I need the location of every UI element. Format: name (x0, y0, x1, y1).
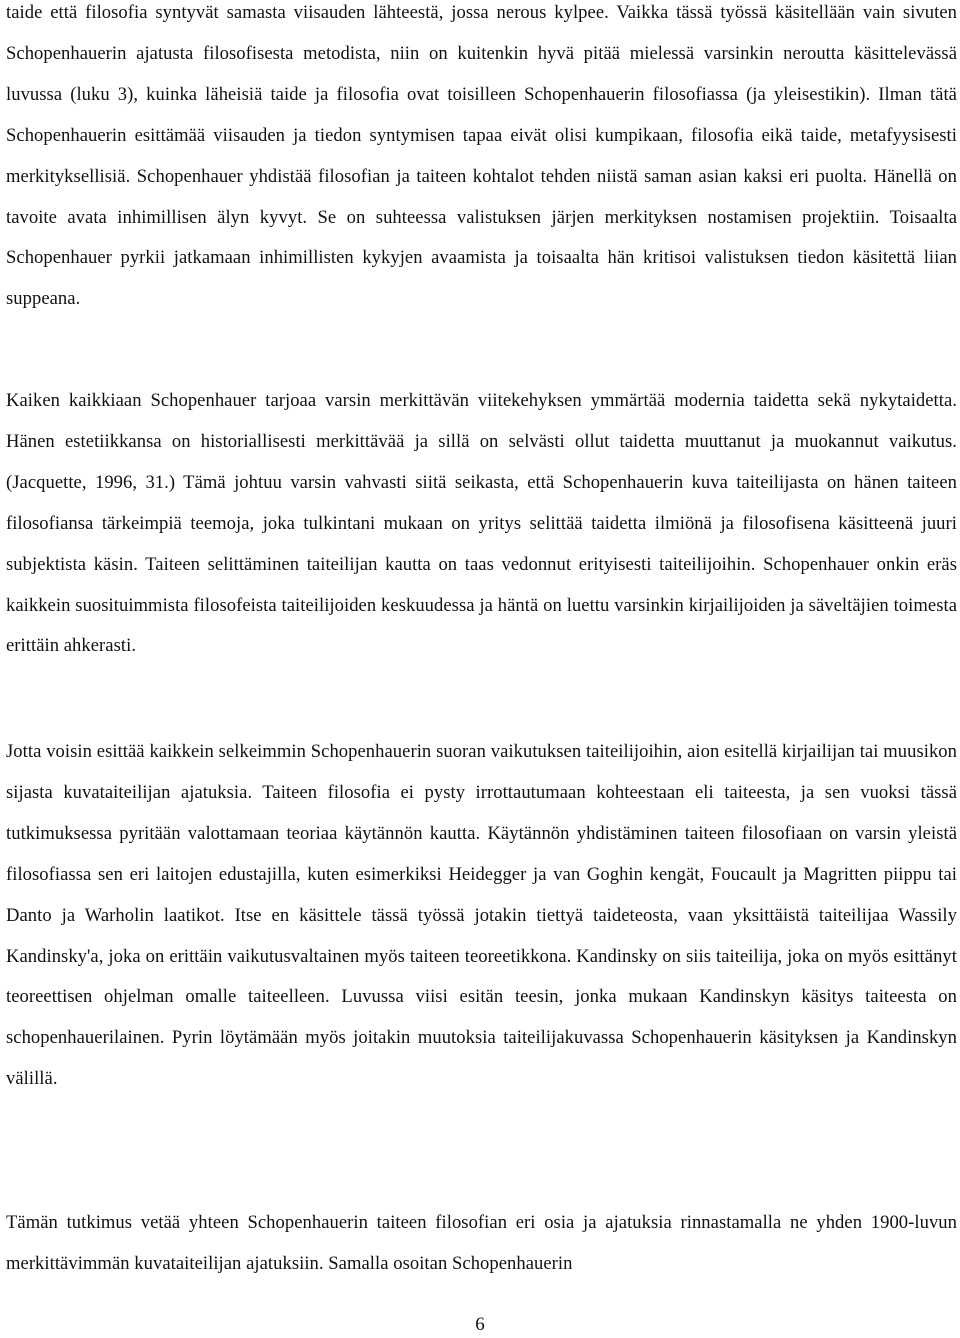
paragraph-2: Kaiken kaikkiaan Schopenhauer tarjoaa varsin merkittävän viitekehyksen ymmärtää modernia taidetta sekä nykytaidetta. Hänen estetiikkansa on historiallisesti merkittävää ja sillä on selvästi ollut taidetta muuttanut ja muokannut vaikutus. (Jacquette, 1996, 31.) Tämä johtuu varsin vahvasti siitä seikasta, että Schopenhauerin kuva taiteilijasta on hänen taiteen filosofiansa tärkeimpiä teemoja, joka tulkintani mukaan on yritys selittää taidetta ilmiönä ja filosofisena käsitteenä juuri subjektista käsin. Taiteen selittäminen taiteilijan kautta on taas vedonnut erityisesti taiteilijoihin. Schopenhauer onkin eräs kaikkein suosituimmista filosofeista taiteilijoiden keskuudessa ja häntä on luettu varsinkin kirjailijoiden ja säveltäjien toimesta erittäin ahkerasti. (6, 390, 957, 657)
paragraph-1: taide että filosofia syntyvät samasta viisauden lähteestä, jossa nerous kylpee. Vaikka tässä työssä käsitellään vain sivuten Schopenhauerin ajatusta filosofisesta metodista, niin on kuitenkin hyvä pitää mielessä varsinkin neroutta käsittelevässä luvussa (luku 3), kuinka läheisiä taide ja filosofia ovat toisilleen Schopenhauerin filosofiassa (ja yleisestikin). Ilman tätä Schopenhauerin esittämää viisauden ja tiedon syntymisen tapaa eivät olisi kumpikaan, filosofia eikä taide, metafyysisesti merkityksellisiä. Schopenhauer yhdistää filosofian ja taiteen kohtalot tehden niistä saman asian kaksi eri puolta. Hänellä on tavoite avata inhimillisen älyn kyvyt. Se on suhteessa valistuksen järjen merkityksen nostamisen projektiin. Toisaalta Schopenhauer pyrkii jatkamaan inhimillisten kykyjen avaamista ja toisaalta hän kritisoi valistuksen tiedon käsitettä liian suppeana. (6, 2, 957, 310)
paragraph-4: Tämän tutkimus vetää yhteen Schopenhauerin taiteen filosofian eri osia ja ajatuksia rinnastamalla ne yhden 1900-luvun merkittävimmän kuvataiteilijan ajatuksiin. Samalla osoitan Schopenhauerin (6, 1212, 957, 1274)
paragraph-3: Jotta voisin esittää kaikkein selkeimmin Schopenhauerin suoran vaikutuksen taiteilijoihin, aion esitellä kirjailijan tai muusikon sijasta kuvataiteilijan ajatuksia. Taiteen filosofia ei pysty irrottautumaan kohteestaan eli taiteesta, ja sen vuoksi tässä tutkimuksessa pyritään valottamaan teoriaa käytännön kautta. Käytännön yhdistäminen taiteen filosofiaan on varsin yleistä filosofiassa sen eri laitojen edustajilla, kuten esimerkiksi Heidegger ja van Goghin kengät, Foucault ja Magritten piippu tai Danto ja Warholin laatikot. Itse en käsittele tässä työssä jotakin tiettyä taideteosta, vaan yksittäistä taiteilijaa Wassily Kandinsky'a, joka on erittäin vaikutusvaltainen myös taiteen teoreetikkona. Kandinsky on siis taiteilija, joka on myös esittänyt teoreettisen ohjelman omalle taiteelleen. Luvussa viisi esitän teesin, jonka mukaan Kandinskyn käsitys taiteesta on schopenhauerilainen. Pyrin löytämään myös joitakin muutoksia taiteilijakuvassa Schopenhauerin käsityksen ja Kandinskyn välillä. (6, 741, 957, 1090)
page-number: 6 (475, 1314, 485, 1335)
